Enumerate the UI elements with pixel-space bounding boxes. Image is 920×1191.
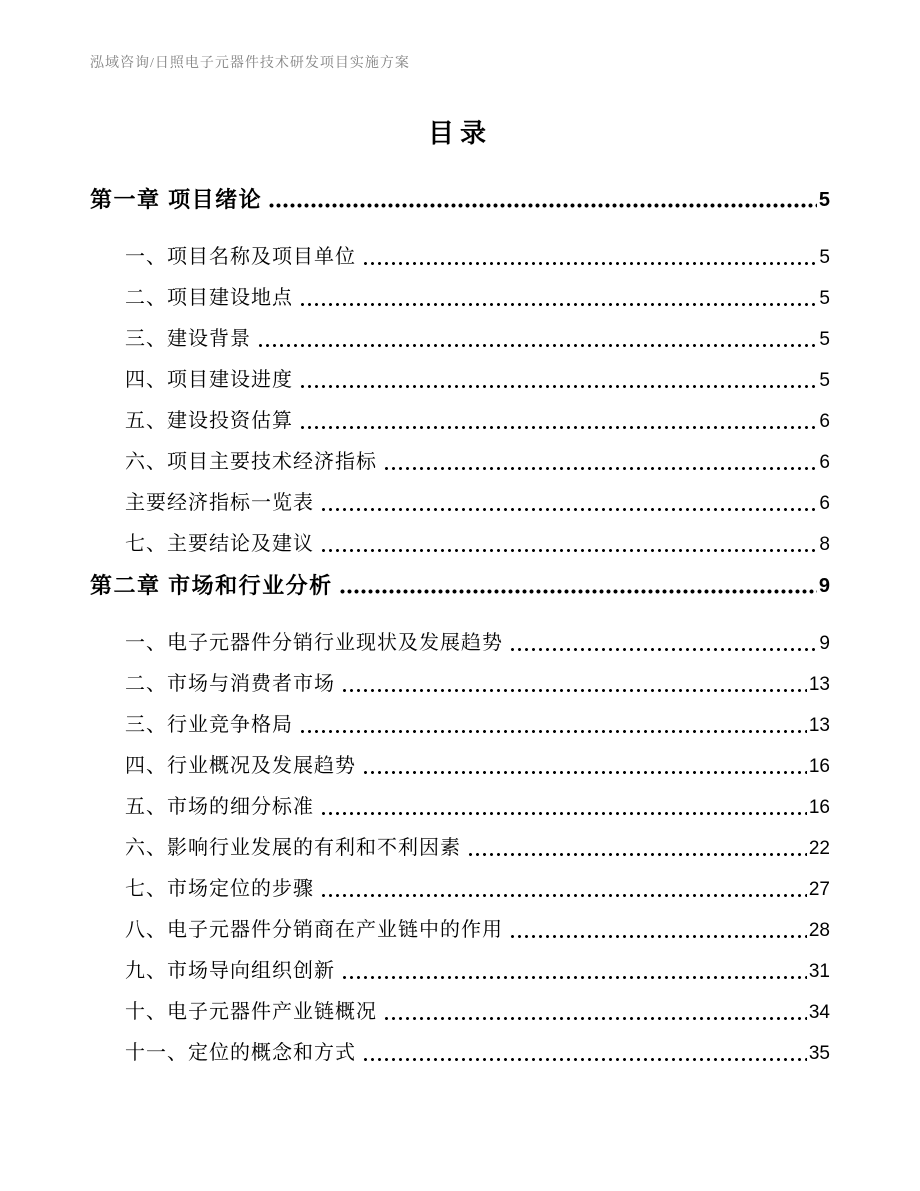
toc-item-row[interactable] — [125, 794, 830, 821]
toc-page-number: 28 — [808, 920, 830, 941]
dot-leader — [383, 1015, 807, 1022]
document-header-text: 泓域咨询/日照电子元器件技术研发项目实施方案 — [90, 56, 410, 71]
toc-item-label: 十一、定位的概念和方式 — [125, 1042, 356, 1064]
toc-item-row[interactable] — [125, 285, 830, 312]
toc-page-number: 16 — [808, 797, 830, 818]
toc-page-number: 16 — [808, 756, 830, 777]
dot-leader — [467, 851, 807, 858]
toc-item-label: 一、电子元器件分销行业现状及发展趋势 — [125, 632, 503, 654]
dot-leader — [341, 687, 807, 694]
page-title: 目录 — [427, 118, 492, 148]
dot-leader — [362, 260, 817, 267]
toc-page-number: 8 — [819, 534, 830, 555]
toc-item-label: 五、建设投资估算 — [125, 410, 293, 432]
dot-leader — [362, 769, 807, 776]
dot-leader — [320, 892, 807, 899]
toc-item-row[interactable] — [125, 999, 830, 1026]
toc-page-number: 9 — [818, 575, 830, 597]
dot-leader — [383, 465, 817, 472]
toc-item-label: 十、电子元器件产业链概况 — [125, 1001, 377, 1023]
toc-item-label: 主要经济指标一览表 — [125, 492, 314, 514]
toc-item-label: 八、电子元器件分销商在产业链中的作用 — [125, 919, 503, 941]
dot-leader — [299, 383, 817, 390]
toc-item-row[interactable] — [125, 671, 830, 698]
toc-item-row[interactable] — [125, 244, 830, 271]
toc-item-label: 七、市场定位的步骤 — [125, 878, 314, 900]
toc-item-label: 五、市场的细分标准 — [125, 796, 314, 818]
toc-chapter-label: 第二章 市场和行业分析 — [90, 573, 333, 598]
table-of-contents — [90, 186, 830, 1081]
toc-page-number: 13 — [808, 715, 830, 736]
dot-leader — [268, 202, 817, 209]
toc-item-label: 九、市场导向组织创新 — [125, 960, 335, 982]
toc-item-row[interactable] — [125, 367, 830, 394]
toc-page-number: 5 — [819, 329, 830, 350]
toc-page-number: 5 — [819, 247, 830, 268]
toc-item-label: 二、市场与消费者市场 — [125, 673, 335, 695]
toc-item-label: 二、项目建设地点 — [125, 287, 293, 309]
toc-page-number: 13 — [808, 674, 830, 695]
toc-item-label: 三、行业竞争格局 — [125, 714, 293, 736]
toc-item-label: 四、行业概况及发展趋势 — [125, 755, 356, 777]
toc-item-row[interactable] — [125, 449, 830, 476]
dot-leader — [339, 588, 817, 595]
toc-item-row[interactable] — [125, 835, 830, 862]
dot-leader — [257, 342, 817, 349]
toc-item-row[interactable] — [125, 408, 830, 435]
toc-item-row[interactable] — [125, 326, 830, 353]
toc-item-row[interactable] — [125, 490, 830, 517]
toc-chapter-row[interactable] — [90, 186, 830, 214]
dot-leader — [509, 933, 807, 940]
toc-item-row[interactable] — [125, 958, 830, 985]
toc-page-number: 6 — [819, 411, 830, 432]
dot-leader — [299, 728, 807, 735]
dot-leader — [320, 506, 817, 513]
toc-item-row[interactable] — [125, 876, 830, 903]
toc-chapter-label: 第一章 项目绪论 — [90, 187, 263, 212]
toc-item-row[interactable] — [125, 630, 830, 657]
toc-page-number: 31 — [808, 961, 830, 982]
toc-page-number: 6 — [819, 452, 830, 473]
dot-leader — [509, 646, 817, 653]
dot-leader — [320, 547, 817, 554]
dot-leader — [362, 1056, 807, 1063]
dot-leader — [299, 424, 817, 431]
toc-item-label: 四、项目建设进度 — [125, 369, 293, 391]
dot-leader — [299, 301, 817, 308]
toc-page-number: 9 — [819, 633, 830, 654]
toc-chapter-row[interactable] — [90, 572, 830, 600]
toc-item-label: 六、影响行业发展的有利和不利因素 — [125, 837, 461, 859]
toc-item-row[interactable] — [125, 531, 830, 558]
toc-item-row[interactable] — [125, 712, 830, 739]
dot-leader — [320, 810, 807, 817]
toc-item-row[interactable] — [125, 917, 830, 944]
toc-page-number: 5 — [818, 189, 830, 211]
toc-page-number: 6 — [819, 493, 830, 514]
toc-page-number: 34 — [808, 1002, 830, 1023]
toc-page-number: 35 — [808, 1043, 830, 1064]
toc-item-label: 六、项目主要技术经济指标 — [125, 451, 377, 473]
dot-leader — [341, 974, 807, 981]
toc-page-number: 5 — [819, 370, 830, 391]
toc-item-label: 七、主要结论及建议 — [125, 533, 314, 555]
toc-page-number: 27 — [808, 879, 830, 900]
toc-page-number: 22 — [808, 838, 830, 859]
toc-page-number: 5 — [819, 288, 830, 309]
toc-item-label: 三、建设背景 — [125, 328, 251, 350]
toc-item-row[interactable] — [125, 753, 830, 780]
toc-item-label: 一、项目名称及项目单位 — [125, 246, 356, 268]
toc-item-row[interactable] — [125, 1040, 830, 1067]
